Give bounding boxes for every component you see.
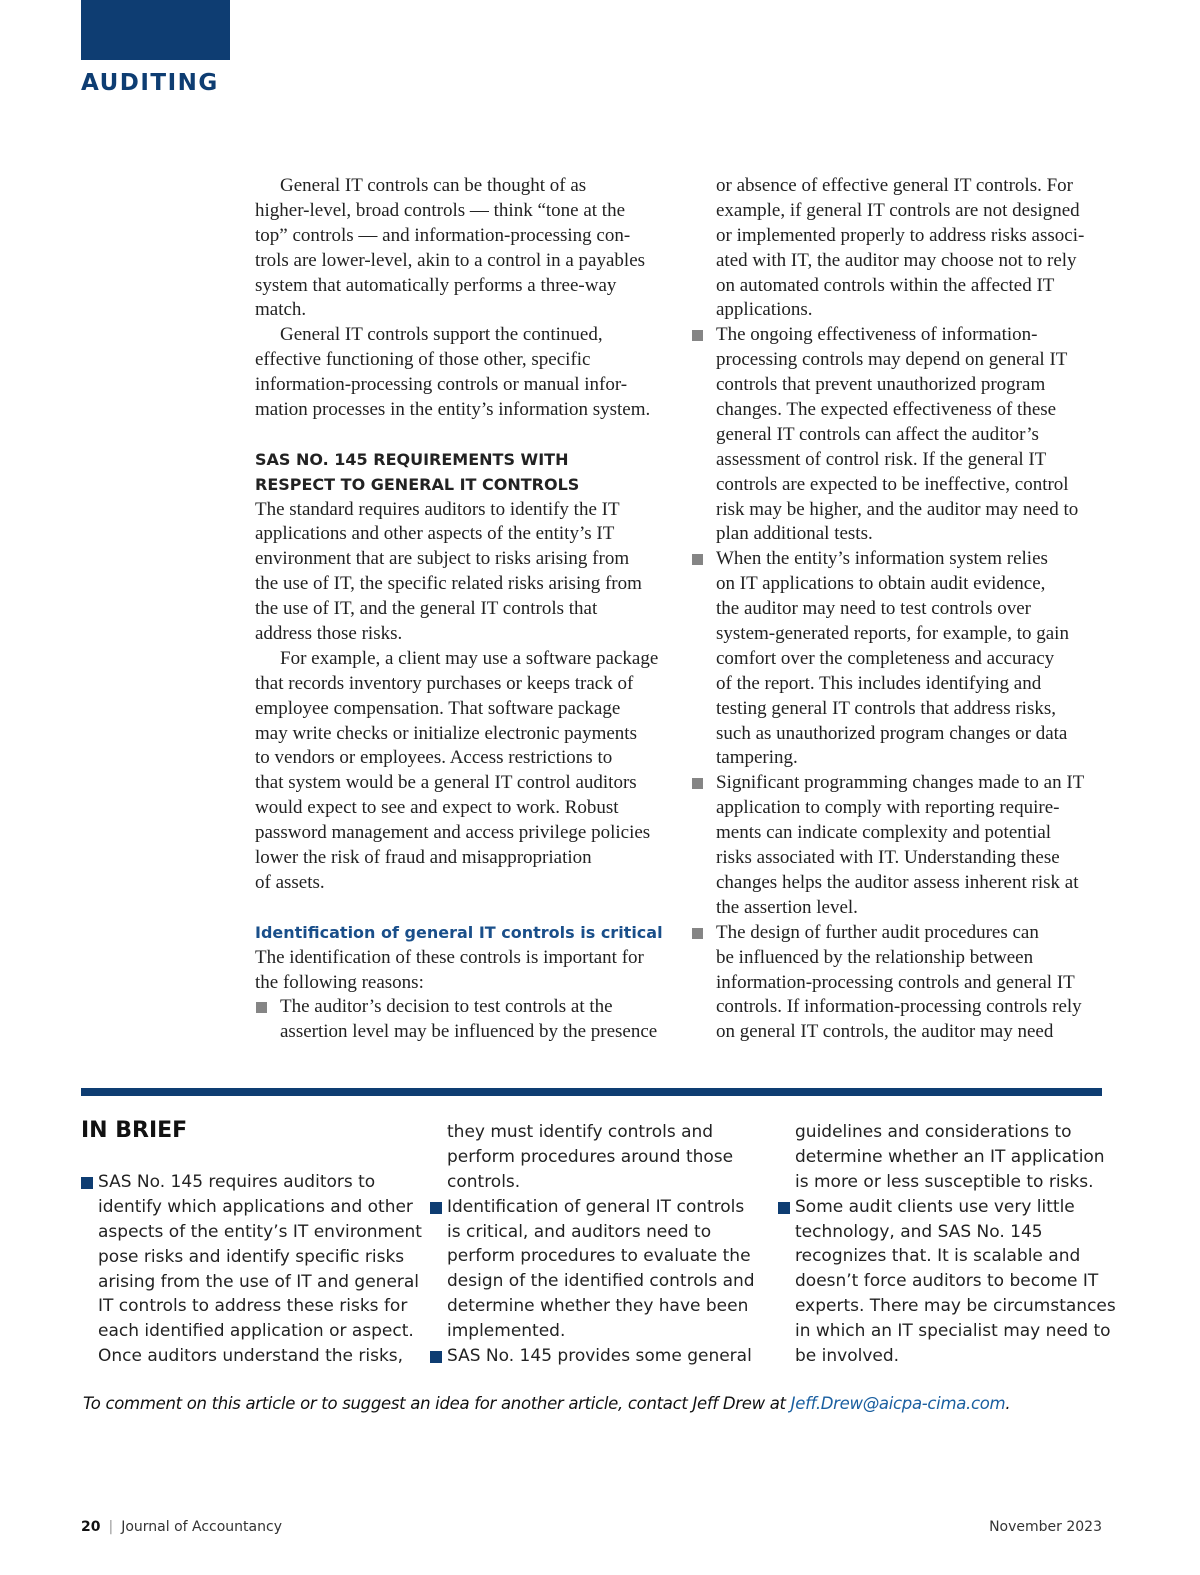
text-line: lower the risk of fraud and misappropriation (255, 847, 592, 869)
text-line: When the entity’s information system relies (716, 548, 1048, 570)
text-line: top” controls — and information-processing con- (255, 224, 631, 246)
text-line: system-generated reports, for example, to gain (716, 623, 1069, 645)
text-line: the following reasons: (255, 971, 424, 993)
in-brief-title: IN BRIEF (81, 1118, 188, 1143)
square-bullet-icon (430, 1202, 442, 1214)
text-line: The design of further audit procedures can (716, 921, 1039, 943)
text-line: plan additional tests. (716, 523, 873, 545)
text-line: The ongoing effectiveness of information- (716, 324, 1038, 346)
text-line: example, if general IT controls are not designed (716, 199, 1080, 221)
paragraph (255, 946, 675, 996)
comment-note (83, 1394, 1010, 1413)
text-line: general IT controls can affect the auditor’s (716, 423, 1039, 445)
text-line: address those risks. (255, 623, 403, 645)
text-line: system that automatically performs a three-way (255, 274, 617, 296)
in-brief-bullet: SAS No. 145 requires auditors to (81, 1170, 421, 1195)
text-line: testing general IT controls that address risks, (716, 697, 1056, 719)
text-line: they must identify controls and (447, 1122, 714, 1142)
in-brief-bullet: SAS No. 145 provides some general (430, 1344, 770, 1369)
text-line: information-processing controls and general IT (716, 971, 1075, 993)
square-bullet-icon (430, 1351, 442, 1363)
text-line: The standard requires auditors to identify the IT (255, 498, 620, 520)
text-line: recognizes that. It is scalable and (795, 1246, 1081, 1267)
text-line: on general IT controls, the auditor may need (716, 1021, 1054, 1043)
text-line: For example, a client may use a software package (280, 647, 659, 669)
text-line: applications and other aspects of the entity’s IT (255, 523, 615, 545)
text-line: or absence of effective general IT controls. For (716, 175, 1073, 196)
square-bullet-icon (256, 1002, 267, 1013)
text-line: each identified application or aspect. (98, 1321, 414, 1342)
text-line: experts. There may be circumstances (795, 1296, 1116, 1317)
text-line: ments can indicate complexity and potential (716, 822, 1052, 844)
text-line: Once auditors understand the risks, (98, 1346, 404, 1367)
text-line: assertion level may be influenced by the presence (280, 1021, 658, 1043)
comment-period: . (1005, 1394, 1011, 1413)
in-brief-bullet: Some audit clients use very little (778, 1195, 1118, 1220)
text-line: environment that are subject to risks arising from (255, 548, 630, 570)
heading-line: SAS NO. 145 REQUIREMENTS WITH (255, 449, 569, 469)
text-line: assessment of control risk. If the general IT (716, 448, 1047, 470)
text-line: The auditor’s decision to test controls at the (280, 996, 613, 1018)
subheading: Identification of general IT controls is critical (255, 922, 663, 942)
text-line: the assertion level. (716, 896, 858, 918)
square-bullet-icon (692, 554, 703, 565)
bullet-continuation (691, 174, 1111, 323)
text-line: the use of IT, and the general IT controls that (255, 598, 598, 620)
text-line: applications. (716, 299, 813, 321)
text-line: processing controls may depend on general IT (716, 349, 1068, 371)
issue-date: November 2023 (989, 1519, 1102, 1535)
article-column-left (255, 174, 675, 1045)
publication-name: Journal of Accountancy (121, 1519, 282, 1535)
text-line: design of the identified controls and (447, 1271, 755, 1292)
divider-rule (81, 1088, 1102, 1096)
text-line: IT controls to address these risks for (98, 1296, 408, 1317)
bullet-item (691, 323, 1111, 547)
text-line: application to comply with reporting require- (716, 797, 1060, 819)
text-line: the use of IT, the specific related risks arising from (255, 573, 642, 595)
paragraph (255, 323, 675, 423)
footer-left (81, 1519, 282, 1535)
text-line: identify which applications and other (98, 1196, 413, 1217)
text-line: arising from the use of IT and general (98, 1271, 420, 1292)
square-bullet-icon (692, 330, 703, 341)
paragraph (255, 647, 675, 896)
bullet-item (691, 921, 1111, 1045)
bullet-item (255, 995, 675, 1045)
text-line: ated with IT, the auditor may choose not to rely (716, 249, 1077, 271)
text-line: controls are expected to be ineffective, control (716, 473, 1069, 495)
section-label: AUDITING (81, 70, 219, 96)
text-line: controls that prevent unauthorized program (716, 374, 1046, 396)
paragraph (255, 498, 675, 647)
text-line: in which an IT specialist may need to (795, 1321, 1111, 1342)
page-number: 20 (81, 1519, 101, 1535)
header-color-bar (81, 0, 230, 60)
text-line: on IT applications to obtain audit evidence, (716, 573, 1046, 595)
text-line: trols are lower-level, akin to a control in a payables (255, 249, 646, 271)
text-line: that records inventory purchases or keeps track of (255, 672, 634, 694)
text-line: would expect to see and expect to work. Robust (255, 797, 619, 819)
text-line: risks associated with IT. Understanding these (716, 847, 1060, 869)
square-bullet-icon (692, 928, 703, 939)
text-line: be influenced by the relationship between (716, 946, 1034, 968)
in-brief-column-2 (430, 1120, 770, 1369)
text-line: controls. (447, 1171, 521, 1192)
text-line: be involved. (795, 1346, 900, 1367)
email-link[interactable]: Jeff.Drew@aicpa-cima.com (790, 1394, 1006, 1413)
text-line: changes. The expected effectiveness of these (716, 399, 1057, 421)
text-line: of the report. This includes identifying and (716, 672, 1042, 694)
text-line: tampering. (716, 747, 798, 769)
text-line: is more or less susceptible to risks. (795, 1171, 1094, 1192)
heading-line: RESPECT TO GENERAL IT CONTROLS (255, 474, 580, 494)
text-line: to vendors or employees. Access restrictions to (255, 747, 613, 769)
text-line: risk may be higher, and the auditor may need to (716, 498, 1079, 520)
text-line: Significant programming changes made to an IT (716, 772, 1085, 794)
text-line: information-processing controls or manual infor- (255, 374, 628, 396)
text-line: of assets. (255, 871, 325, 893)
text-line: mation processes in the entity’s information system. (255, 399, 651, 421)
text-line: match. (255, 299, 307, 321)
square-bullet-icon (778, 1202, 790, 1214)
text-line: perform procedures to evaluate the (447, 1246, 751, 1267)
text-line: pose risks and identify specific risks (98, 1246, 405, 1267)
text-line: guidelines and considerations to (795, 1122, 1072, 1142)
text-line: The identification of these controls is important for (255, 946, 644, 968)
text-line: that system would be a general IT control auditors (255, 772, 637, 794)
in-brief-bullet: Identification of general IT controls (430, 1195, 770, 1220)
square-bullet-icon (692, 778, 703, 789)
text-line: determine whether they have been (447, 1296, 749, 1317)
text-line: implemented. (447, 1321, 566, 1342)
text-line: General IT controls can be thought of as (280, 175, 587, 196)
text-line: technology, and SAS No. 145 (795, 1221, 1043, 1242)
footer-separator: | (108, 1519, 114, 1535)
in-brief-column-3 (778, 1120, 1118, 1369)
text-line: is critical, and auditors need to (447, 1221, 712, 1242)
text-line: higher-level, broad controls — think “tone at the (255, 199, 626, 221)
bullet-item (691, 771, 1111, 920)
bullet-item (691, 547, 1111, 771)
square-bullet-icon (81, 1177, 93, 1189)
text-line: may write checks or initialize electronic payments (255, 722, 637, 744)
text-line: such as unauthorized program changes or data (716, 722, 1068, 744)
paragraph (255, 174, 675, 323)
text-line: perform procedures around those (447, 1146, 734, 1167)
text-line: aspects of the entity’s IT environment (98, 1221, 422, 1242)
article-column-right (691, 174, 1111, 1045)
text-line: comfort over the completeness and accuracy (716, 647, 1055, 669)
text-line: General IT controls support the continued, (280, 324, 603, 346)
comment-text: To comment on this article or to suggest an idea for another article, contact Jeff Drew at (83, 1394, 791, 1413)
text-line: effective functioning of those other, specific (255, 349, 591, 371)
text-line: changes helps the auditor assess inherent risk at (716, 871, 1079, 893)
text-line: controls. If information-processing controls rely (716, 996, 1082, 1018)
text-line: employee compensation. That software package (255, 697, 621, 719)
text-line: password management and access privilege policies (255, 822, 651, 844)
text-line: the auditor may need to test controls over (716, 598, 1031, 620)
text-line: determine whether an IT application (795, 1146, 1105, 1167)
text-line: doesn’t force auditors to become IT (795, 1271, 1099, 1292)
text-line: or implemented properly to address risks associ- (716, 224, 1085, 246)
text-line: on automated controls within the affected IT (716, 274, 1055, 296)
section-heading (255, 448, 675, 498)
in-brief-column-1 (81, 1170, 421, 1369)
